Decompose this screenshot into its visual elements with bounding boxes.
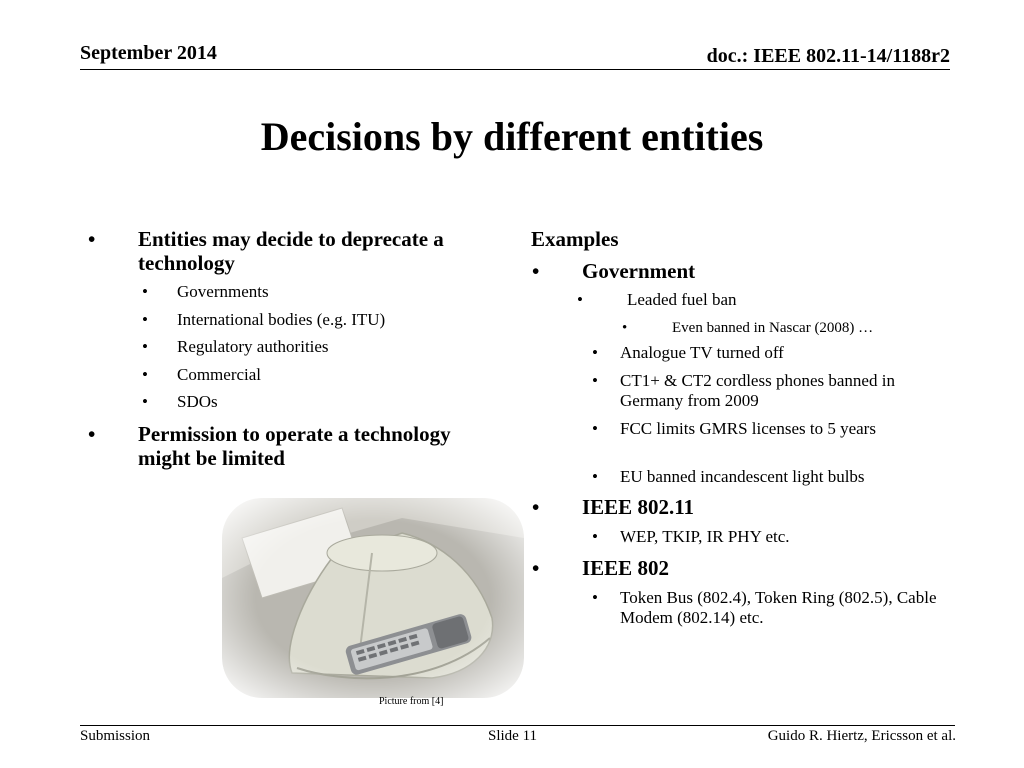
bullet-icon: • xyxy=(88,422,96,446)
footer-author: Guido R. Hiertz, Ericsson et al. xyxy=(767,728,956,744)
bullet-icon: • xyxy=(592,588,598,607)
footer-divider xyxy=(80,725,955,726)
picture-caption: Picture from [4] xyxy=(379,696,444,707)
sub-item-governments: • Governments xyxy=(142,282,269,301)
bullet-icon: • xyxy=(88,227,96,251)
bullet-icon: • xyxy=(142,365,148,384)
slide-title: Decisions by different entities xyxy=(260,114,764,159)
sub-item-sdos: • SDOs xyxy=(142,392,218,411)
bullet-icon: • xyxy=(592,343,598,362)
bullet-icon: • xyxy=(592,467,598,486)
footer-submission: Submission xyxy=(80,728,151,744)
sub-item-international: • International bodies (e.g. ITU) xyxy=(142,310,386,329)
bullet-icon: • xyxy=(592,527,598,546)
bullet-ieee802: • IEEE 802 xyxy=(532,556,669,580)
bullet-ieee80211: • IEEE 802.11 xyxy=(532,495,695,519)
item-token-bus: • Token Bus (802.4), Token Ring (802.5), Cable Modem (802.14) etc. xyxy=(592,588,937,627)
bullet-icon: • xyxy=(532,556,540,580)
bullet-icon: • xyxy=(532,259,540,283)
sub-item-regulatory: • Regulatory authorities xyxy=(142,337,329,356)
item-nascar: • Even banned in Nascar (2008) … xyxy=(622,320,874,336)
footer-slide-number: Slide 11 xyxy=(488,728,538,744)
header-divider xyxy=(80,69,950,70)
bullet-icon: • xyxy=(142,282,148,301)
bullet-deprecate-text: Entities may decide to deprecate a technology xyxy=(138,227,444,275)
item-fcc-gmrs: • FCC limits GMRS licenses to 5 years xyxy=(592,419,876,438)
bullet-icon: • xyxy=(142,392,148,411)
examples-heading: Examples xyxy=(531,227,619,251)
bullet-permission xyxy=(88,422,478,470)
item-eu-bulbs: • EU banned incandescent light bulbs xyxy=(592,467,865,486)
sub-item-commercial: • Commercial xyxy=(142,365,262,384)
bullet-government: • Government xyxy=(532,259,696,283)
bullet-icon: • xyxy=(622,320,628,336)
item-cordless-phones: • CT1+ & CT2 cordless phones banned in Germany from 2009 xyxy=(592,371,895,410)
bullet-icon: • xyxy=(142,337,148,356)
bullet-icon: • xyxy=(577,290,583,309)
bullet-permission-text: Permission to operate a technology might be limited xyxy=(138,422,451,470)
bullet-icon: • xyxy=(592,419,598,438)
header-date: September 2014 xyxy=(80,42,217,64)
photo-illustration xyxy=(222,498,524,698)
bullet-icon: • xyxy=(592,371,598,390)
bullet-deprecate xyxy=(88,227,503,275)
item-wep-tkip: • WEP, TKIP, IR PHY etc. xyxy=(592,527,790,546)
header-doc-id: doc.: IEEE 802.11-14/1188r2 xyxy=(706,45,950,67)
photo-lamp-phone xyxy=(222,498,524,698)
item-analogue-tv: • Analogue TV turned off xyxy=(592,343,784,362)
bullet-icon: • xyxy=(142,310,148,329)
bullet-icon: • xyxy=(532,495,540,519)
item-leaded-fuel: • Leaded fuel ban xyxy=(577,290,737,309)
